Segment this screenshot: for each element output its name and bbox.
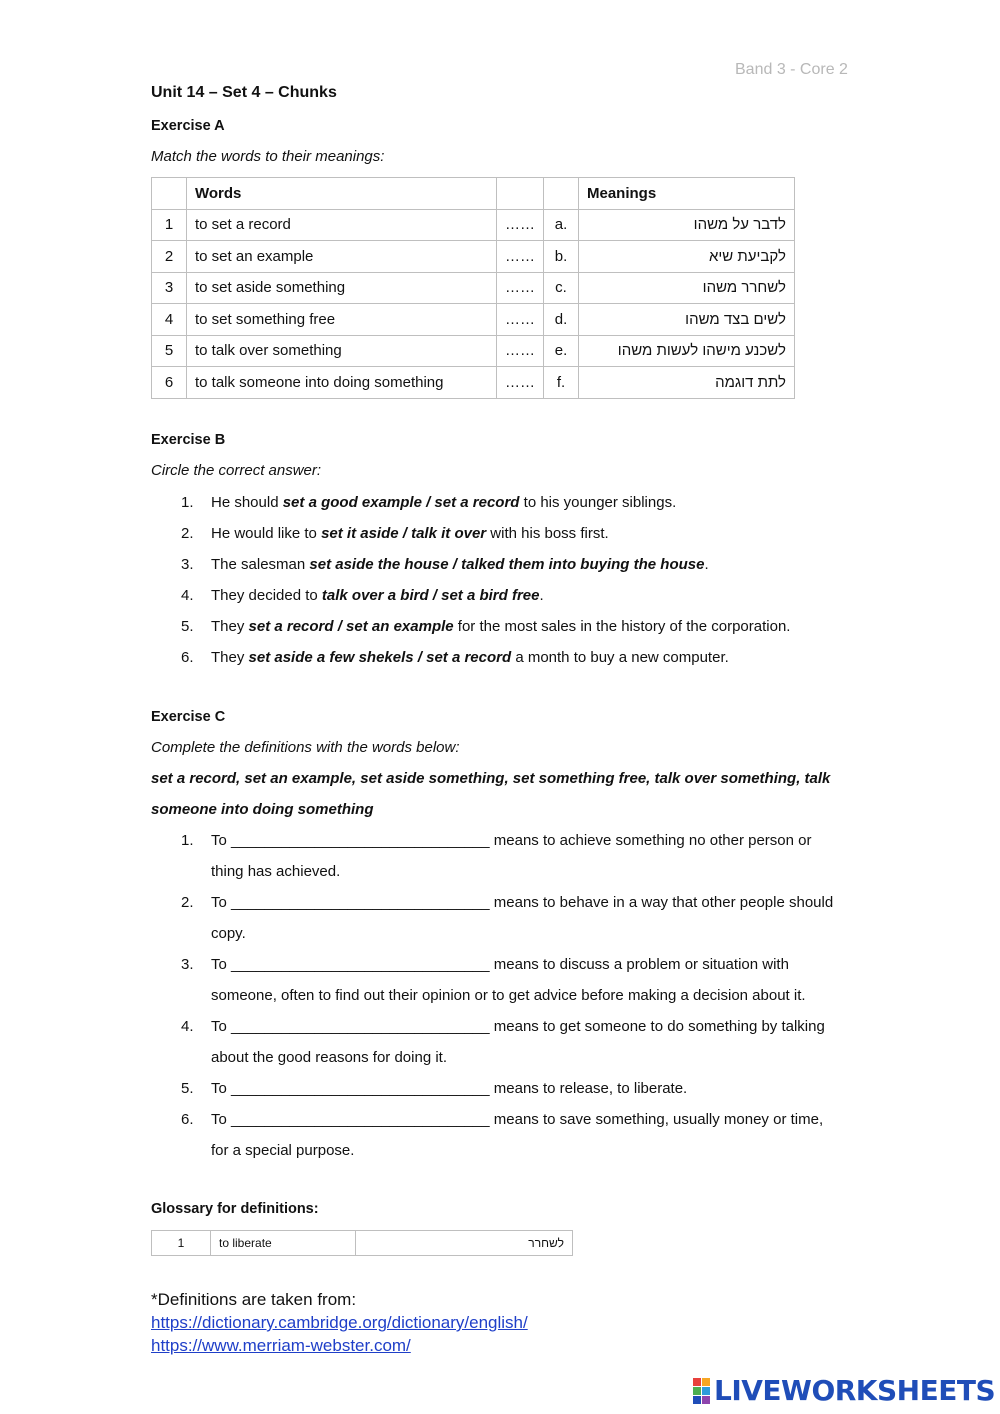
glossary-title: Glossary for definitions: bbox=[151, 1201, 319, 1217]
row-word: to talk over something bbox=[187, 335, 497, 367]
exercise-a-instruction: Match the words to their meanings: bbox=[151, 148, 385, 165]
answer-choice[interactable]: talk over a bird / set a bird free bbox=[321, 587, 540, 604]
row-meaning: לקביעת שיא bbox=[579, 241, 795, 273]
word-bank-line-2: someone into doing something bbox=[151, 801, 374, 818]
row-number: 3 bbox=[152, 272, 187, 304]
words-header: Words bbox=[187, 178, 497, 210]
row-letter: a. bbox=[544, 209, 579, 241]
row-meaning: לשים בצד משהו bbox=[579, 304, 795, 336]
answer-blank[interactable]: …… bbox=[497, 304, 544, 336]
matching-table-header bbox=[152, 178, 795, 210]
row-letter: e. bbox=[544, 335, 579, 367]
row-word: to set something free bbox=[187, 304, 497, 336]
item-number: 3. bbox=[181, 556, 194, 573]
row-letter: f. bbox=[544, 367, 579, 399]
row-letter: d. bbox=[544, 304, 579, 336]
item-number: 6. bbox=[181, 1111, 194, 1128]
row-meaning: לשחרר משהו bbox=[579, 272, 795, 304]
list-item[interactable]: 5. To _______________________________ means to release, to liberate. bbox=[151, 1073, 871, 1104]
table-row bbox=[152, 241, 795, 273]
row-letter: b. bbox=[544, 241, 579, 273]
answer-choice[interactable]: set a good example / set a record bbox=[282, 494, 520, 511]
row-word: to set aside something bbox=[187, 272, 497, 304]
row-word: to set a record bbox=[187, 209, 497, 241]
meanings-header: Meanings bbox=[579, 178, 795, 210]
answer-blank[interactable]: …… bbox=[497, 272, 544, 304]
logo-text: LIVEWORKSHEETS bbox=[714, 1374, 996, 1407]
exercise-c-title: Exercise C bbox=[151, 709, 226, 725]
item-number: 2. bbox=[181, 894, 194, 911]
row-number: 5 bbox=[152, 335, 187, 367]
table-row bbox=[152, 209, 795, 241]
sources-label: *Definitions are taken from: bbox=[151, 1290, 357, 1309]
answer-blank[interactable]: …… bbox=[497, 367, 544, 399]
item-number: 1. bbox=[181, 832, 194, 849]
item-number: 1. bbox=[181, 494, 194, 511]
row-word: to set an example bbox=[187, 241, 497, 273]
list-item: 5. They set a record / set an example for the most sales in the history of the corporation. bbox=[151, 611, 871, 642]
exercise-b-list bbox=[151, 487, 871, 673]
answer-choice[interactable]: set aside the house / talked them into buying the house bbox=[309, 556, 705, 573]
list-item[interactable]: 3. To _______________________________ means to discuss a problem or situation with someone, often to find out their opinion or to get advice before making a decision about it. bbox=[151, 949, 871, 1011]
item-number: 6. bbox=[181, 649, 194, 666]
row-number: 4 bbox=[152, 304, 187, 336]
row-number: 6 bbox=[152, 367, 187, 399]
item-number: 5. bbox=[181, 1080, 194, 1097]
glossary-number: 1 bbox=[152, 1231, 211, 1256]
table-row bbox=[152, 335, 795, 367]
answer-choice[interactable]: set it aside / talk it over bbox=[321, 525, 487, 542]
row-letter: c. bbox=[544, 272, 579, 304]
logo-icon bbox=[693, 1378, 710, 1404]
row-word: to talk someone into doing something bbox=[187, 367, 497, 399]
row-meaning: לתת דוגמה bbox=[579, 367, 795, 399]
item-number: 2. bbox=[181, 525, 194, 542]
exercise-b-instruction: Circle the correct answer: bbox=[151, 462, 322, 479]
glossary-translation: לשחרר bbox=[356, 1231, 573, 1256]
item-number: 4. bbox=[181, 1018, 194, 1035]
row-number: 1 bbox=[152, 209, 187, 241]
list-item: 3. The salesman set aside the house / talked them into buying the house. bbox=[151, 549, 871, 580]
glossary-word: to liberate bbox=[211, 1231, 356, 1256]
answer-choice[interactable]: set aside a few shekels / set a record bbox=[248, 649, 512, 666]
table-row bbox=[152, 272, 795, 304]
exercise-a-title: Exercise A bbox=[151, 118, 225, 134]
cambridge-link[interactable]: https://dictionary.cambridge.org/dictionary/english/ bbox=[151, 1313, 528, 1332]
item-number: 5. bbox=[181, 618, 194, 635]
table-row bbox=[152, 1231, 573, 1256]
answer-blank[interactable]: …… bbox=[497, 335, 544, 367]
table-row bbox=[152, 367, 795, 399]
item-number: 4. bbox=[181, 587, 194, 604]
exercise-c-list bbox=[151, 825, 871, 1166]
liveworksheets-logo[interactable] bbox=[693, 1374, 995, 1407]
list-item: 6. They set aside a few shekels / set a record a month to buy a new computer. bbox=[151, 642, 871, 673]
answer-choice[interactable]: set a record / set an example bbox=[248, 618, 454, 635]
item-number: 3. bbox=[181, 956, 194, 973]
row-number: 2 bbox=[152, 241, 187, 273]
answer-blank[interactable]: …… bbox=[497, 241, 544, 273]
list-item: 1. He should set a good example / set a record to his younger siblings. bbox=[151, 487, 871, 518]
exercise-c-instruction: Complete the definitions with the words below: bbox=[151, 739, 460, 756]
list-item[interactable]: 4. To _______________________________ means to get someone to do something by talking about the good reasons for doing it. bbox=[151, 1011, 871, 1073]
list-item: 4. They decided to talk over a bird / set a bird free. bbox=[151, 580, 871, 611]
list-item: 2. He would like to set it aside / talk it over with his boss first. bbox=[151, 518, 871, 549]
page-title: Unit 14 – Set 4 – Chunks bbox=[151, 84, 337, 101]
band-label: Band 3 - Core 2 bbox=[735, 61, 848, 78]
sources bbox=[151, 1289, 528, 1357]
row-meaning: לדבר על משהו bbox=[579, 209, 795, 241]
answer-blank[interactable]: …… bbox=[497, 209, 544, 241]
table-row bbox=[152, 304, 795, 336]
merriam-webster-link[interactable]: https://www.merriam-webster.com/ bbox=[151, 1336, 411, 1355]
exercise-b-title: Exercise B bbox=[151, 432, 226, 448]
list-item[interactable]: 6. To _______________________________ means to save something, usually money or time, for a special purpose. bbox=[151, 1104, 871, 1166]
row-meaning: לשכנע מישהו לעשות משהו bbox=[579, 335, 795, 367]
glossary-table bbox=[151, 1230, 573, 1256]
list-item[interactable]: 1. To _______________________________ means to achieve something no other person or thing has achieved. bbox=[151, 825, 871, 887]
list-item[interactable]: 2. To _______________________________ means to behave in a way that other people should copy. bbox=[151, 887, 871, 949]
matching-table bbox=[151, 177, 795, 399]
word-bank-line-1: set a record, set an example, set aside something, set something free, talk over something, talk bbox=[151, 770, 831, 787]
